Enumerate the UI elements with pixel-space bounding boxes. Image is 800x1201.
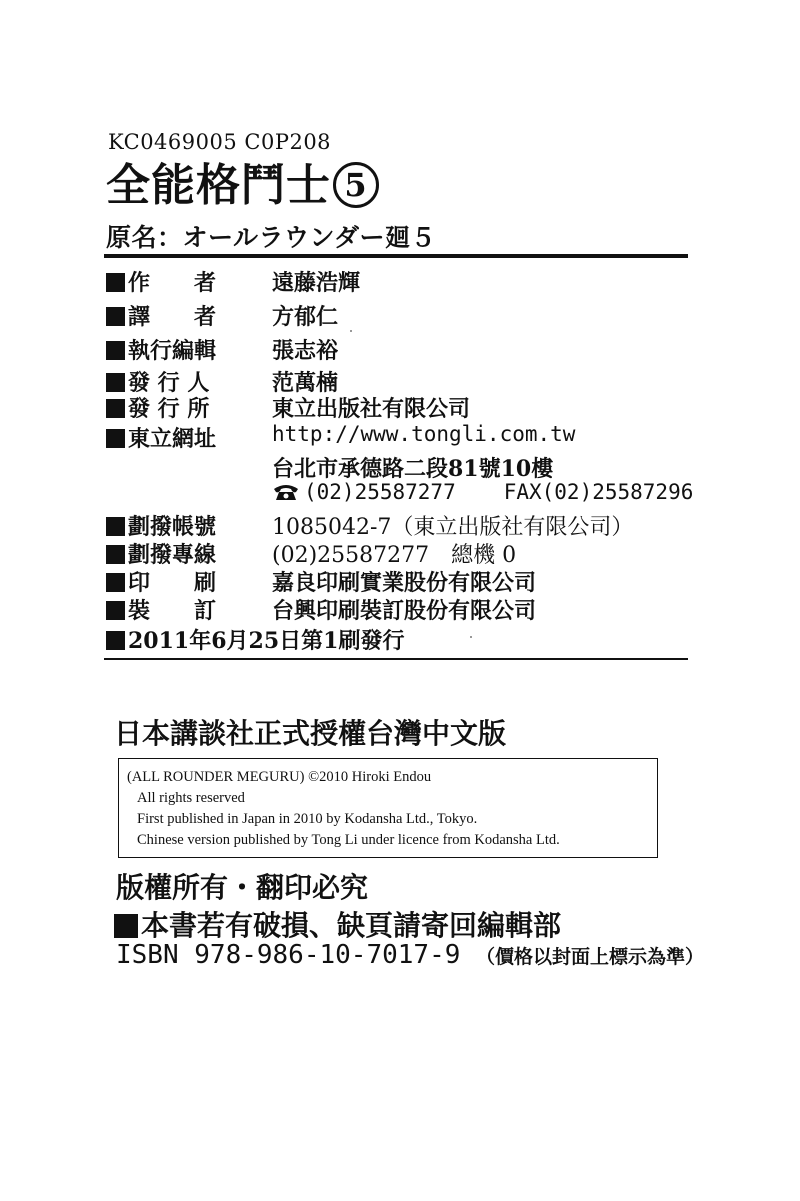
fax-number: FAX(02)25587296: [503, 480, 694, 504]
credit-value: 嘉良印刷實業股份有限公司: [272, 570, 537, 596]
release-date: [106, 624, 404, 655]
bullet-square-icon: [106, 429, 125, 448]
copyright-line: First published in Japan in 2010 by Kodansha Ltd., Tokyo.: [137, 811, 478, 827]
credit-value: 遠藤浩輝: [272, 270, 361, 296]
credit-label: 執行編輯: [128, 338, 217, 364]
bullet-square-icon: [106, 273, 125, 292]
copyright-line: (ALL ROUNDER MEGURU) ©2010 Hiroki Endou: [127, 769, 432, 785]
book-title: [106, 158, 379, 214]
credit-label: 作 者: [128, 270, 217, 296]
divider-thick: [104, 254, 688, 258]
bullet-square-icon: [106, 373, 125, 392]
credit-value: (02)25587277 總機 0: [272, 543, 517, 568]
damage-notice-text: 本書若有破損、缺頁請寄回編輯部: [141, 909, 562, 942]
bullet-square-icon: [114, 914, 138, 938]
volume-number-badge: 5: [333, 162, 379, 208]
credit-label: 印 刷: [128, 570, 217, 596]
copyright-box: [118, 758, 658, 858]
bullet-square-icon: [106, 517, 125, 536]
credit-value: 范萬楠: [272, 370, 339, 396]
copyright-line: Chinese version published by Tong Li under licence from Kodansha Ltd.: [137, 832, 560, 848]
credit-label: 東立網址: [128, 426, 217, 452]
print-speck: [470, 636, 472, 638]
divider-thin: [104, 658, 688, 660]
credit-label: 劃撥專線: [128, 542, 217, 568]
bullet-square-icon: [106, 601, 125, 620]
credit-value: 方郁仁: [272, 304, 339, 330]
website-url[interactable]: http://www.tongli.com.tw: [272, 422, 576, 446]
bullet-square-icon: [106, 307, 125, 326]
telephone-icon: [272, 482, 300, 500]
product-code: KC0469005 C0P208: [108, 130, 332, 154]
isbn-line: [116, 940, 704, 970]
credit-label: 裝 訂: [128, 598, 217, 624]
print-speck: [350, 330, 352, 332]
credit-value: 1085042-7（東立出版社有限公司）: [272, 515, 634, 540]
credit-label: 發 行 人: [128, 370, 210, 396]
phone-number: (02)25587277: [304, 480, 456, 504]
license-title: 日本講談社正式授權台灣中文版: [114, 717, 507, 750]
credit-value: 張志裕: [272, 338, 339, 364]
bullet-square-icon: [106, 573, 125, 592]
rights-statement: 版權所有・翻印必究: [116, 871, 369, 904]
credit-label: 劃撥帳號: [128, 514, 217, 540]
credit-value: 東立出版社有限公司: [272, 396, 471, 422]
isbn-number: ISBN 978-986-10-7017-9: [116, 940, 461, 970]
bullet-square-icon: [106, 341, 125, 360]
address-text: 台北市承德路二段81號10樓: [272, 456, 554, 482]
release-date-text: 2011年6月25日第1刷發行: [128, 628, 405, 654]
price-note: （價格以封面上標示為準）: [476, 946, 705, 968]
credit-label: 譯 者: [128, 304, 217, 330]
book-title-text: 全能格鬥士: [106, 160, 331, 211]
credit-label: 發 行 所: [128, 396, 210, 422]
credit-value: 台興印刷裝訂股份有限公司: [272, 598, 537, 624]
original-title: 原名：オールラウンダー廻５: [106, 223, 437, 252]
bullet-square-icon: [106, 545, 125, 564]
damage-notice: [114, 904, 561, 944]
bullet-square-icon: [106, 631, 125, 650]
copyright-line: All rights reserved: [137, 790, 245, 806]
bullet-square-icon: [106, 399, 125, 418]
